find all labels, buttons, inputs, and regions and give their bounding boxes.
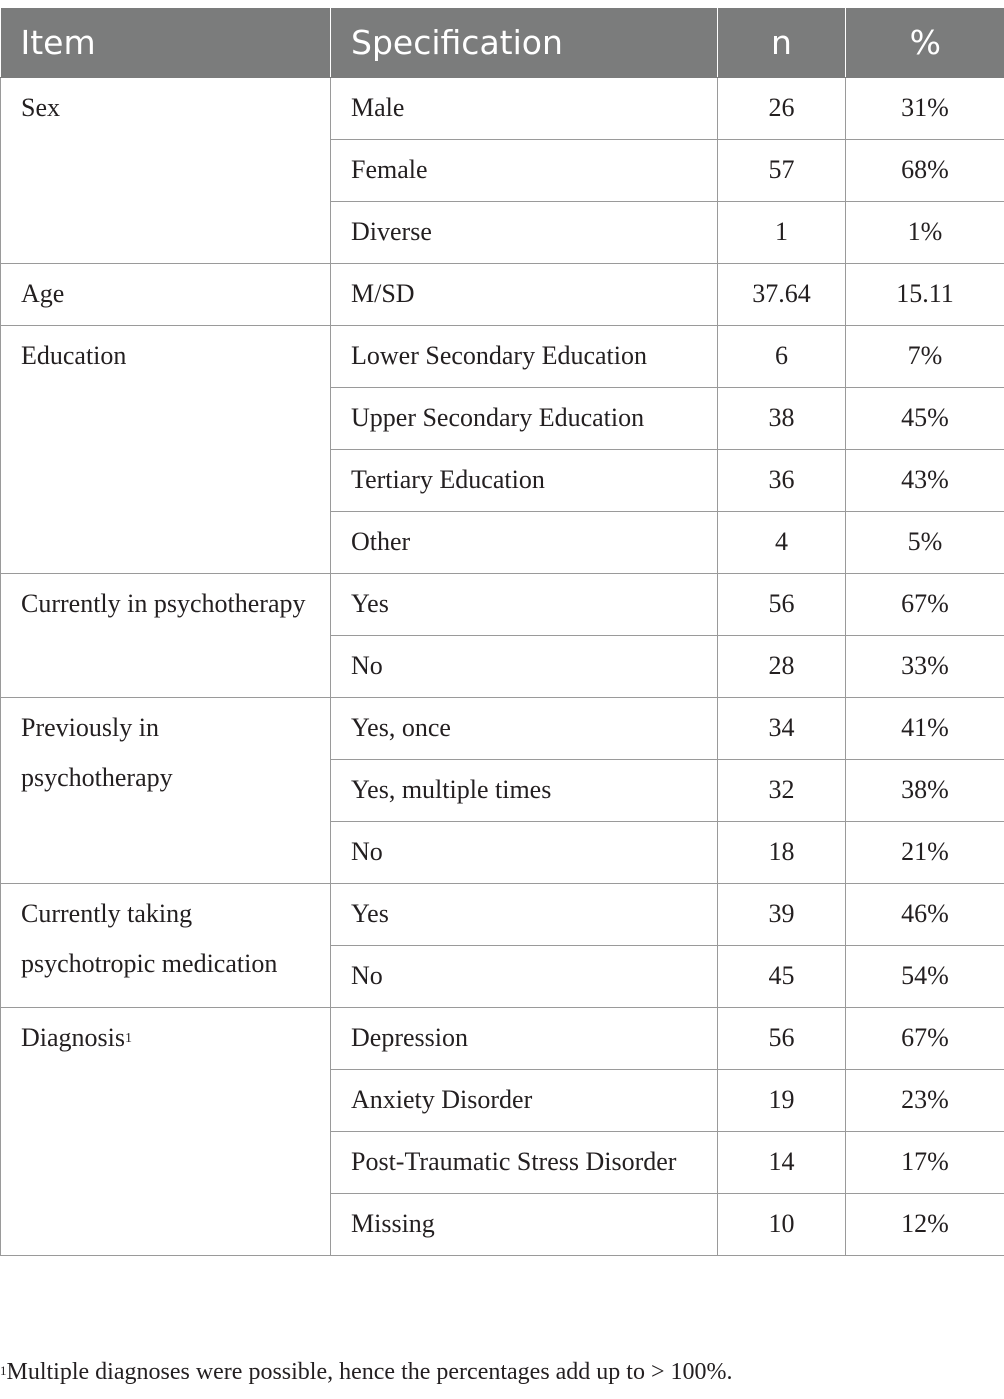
- percent-cell: 5%: [846, 512, 1004, 574]
- percent-cell: 68%: [846, 140, 1004, 202]
- spec-cell: Other: [331, 512, 718, 574]
- table-row: [1, 698, 1004, 760]
- percent-cell: 7%: [846, 326, 1004, 388]
- header-percent: %: [846, 8, 1004, 78]
- percent-cell: 46%: [846, 884, 1004, 946]
- percent-cell: 45%: [846, 388, 1004, 450]
- demographics-table: [0, 8, 1004, 1256]
- table-row: [1, 326, 1004, 388]
- spec-cell: Anxiety Disorder: [331, 1070, 718, 1132]
- footnote-marker: 1: [0, 1363, 7, 1378]
- table-body: [1, 78, 1004, 1256]
- spec-cell: Yes, multiple times: [331, 760, 718, 822]
- spec-cell: Yes: [331, 884, 718, 946]
- item-cell: Previously in psychotherapy: [1, 698, 331, 884]
- n-cell: 14: [718, 1132, 846, 1194]
- n-cell: 1: [718, 202, 846, 264]
- spec-cell: Female: [331, 140, 718, 202]
- n-cell: 6: [718, 326, 846, 388]
- spec-cell: No: [331, 636, 718, 698]
- n-cell: 4: [718, 512, 846, 574]
- n-cell: 56: [718, 1008, 846, 1070]
- item-label: Diagnosis: [21, 1023, 125, 1052]
- spec-cell: Depression: [331, 1008, 718, 1070]
- percent-cell: 31%: [846, 78, 1004, 140]
- header-n: n: [718, 8, 846, 78]
- item-cell: Currently in psychotherapy: [1, 574, 331, 698]
- table-row: [1, 264, 1004, 326]
- n-cell: 37.64: [718, 264, 846, 326]
- spec-cell: Yes, once: [331, 698, 718, 760]
- n-cell: 26: [718, 78, 846, 140]
- table-row: [1, 78, 1004, 140]
- n-cell: 28: [718, 636, 846, 698]
- n-cell: 57: [718, 140, 846, 202]
- footnote-text: Multiple diagnoses were possible, hence the percentages add up to > 100%.: [6, 1359, 733, 1385]
- percent-cell: 67%: [846, 574, 1004, 636]
- n-cell: 45: [718, 946, 846, 1008]
- percent-cell: 21%: [846, 822, 1004, 884]
- spec-cell: Upper Secondary Education: [331, 388, 718, 450]
- spec-cell: M/SD: [331, 264, 718, 326]
- percent-cell: 17%: [846, 1132, 1004, 1194]
- table-row: [1, 884, 1004, 946]
- table-header-row: [1, 8, 1004, 78]
- table-row: [1, 1008, 1004, 1070]
- n-cell: 19: [718, 1070, 846, 1132]
- table-row: [1, 574, 1004, 636]
- footnote-marker: 1: [125, 1031, 132, 1046]
- spec-cell: No: [331, 822, 718, 884]
- spec-cell: Missing: [331, 1194, 718, 1256]
- spec-cell: Male: [331, 78, 718, 140]
- item-cell: Sex: [1, 78, 331, 264]
- n-cell: 56: [718, 574, 846, 636]
- percent-cell: 33%: [846, 636, 1004, 698]
- spec-cell: Diverse: [331, 202, 718, 264]
- spec-cell: Lower Secondary Education: [331, 326, 718, 388]
- item-cell: Education: [1, 326, 331, 574]
- percent-cell: 38%: [846, 760, 1004, 822]
- n-cell: 10: [718, 1194, 846, 1256]
- spec-cell: No: [331, 946, 718, 1008]
- header-item: Item: [1, 8, 331, 78]
- percent-cell: 43%: [846, 450, 1004, 512]
- item-cell: Currently taking psychotropic medication: [1, 884, 331, 1008]
- n-cell: 32: [718, 760, 846, 822]
- percent-cell: 15.11: [846, 264, 1004, 326]
- n-cell: 39: [718, 884, 846, 946]
- n-cell: 34: [718, 698, 846, 760]
- spec-cell: Post-Traumatic Stress Disorder: [331, 1132, 718, 1194]
- table-footnote: [0, 1357, 733, 1387]
- percent-cell: 1%: [846, 202, 1004, 264]
- n-cell: 18: [718, 822, 846, 884]
- spec-cell: Yes: [331, 574, 718, 636]
- item-cell: Age: [1, 264, 331, 326]
- percent-cell: 23%: [846, 1070, 1004, 1132]
- header-specification: Specification: [331, 8, 718, 78]
- n-cell: 38: [718, 388, 846, 450]
- percent-cell: 41%: [846, 698, 1004, 760]
- percent-cell: 67%: [846, 1008, 1004, 1070]
- percent-cell: 12%: [846, 1194, 1004, 1256]
- n-cell: 36: [718, 450, 846, 512]
- spec-cell: Tertiary Education: [331, 450, 718, 512]
- item-cell-diagnosis: [1, 1008, 331, 1256]
- percent-cell: 54%: [846, 946, 1004, 1008]
